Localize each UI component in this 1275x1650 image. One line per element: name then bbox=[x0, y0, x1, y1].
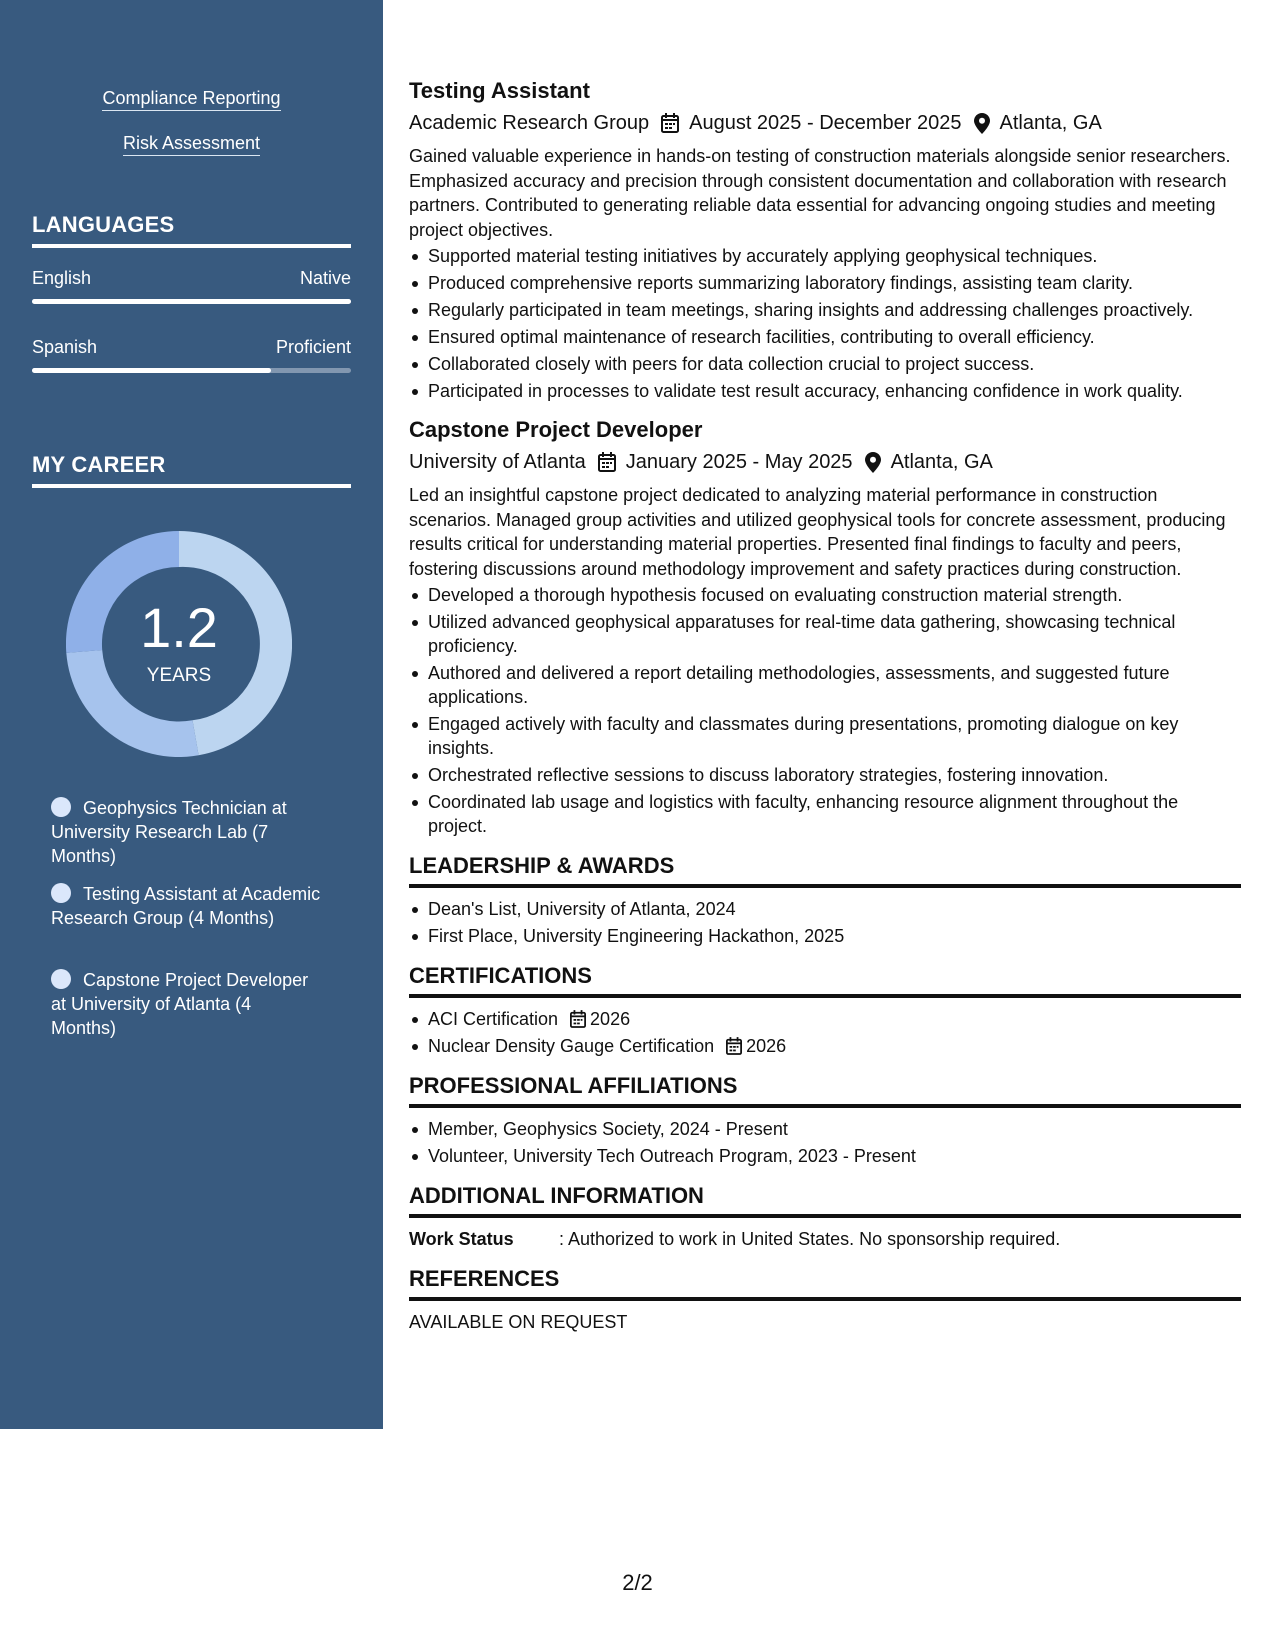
career-item bbox=[51, 882, 321, 930]
location-pin-icon bbox=[974, 113, 990, 134]
list-item: Produced comprehensive reports summarizing laboratory findings, assisting team clarity. bbox=[409, 271, 1241, 295]
job-dates: August 2025 - December 2025 bbox=[689, 112, 962, 134]
list-item: Ensured optimal maintenance of research facilities, contributing to overall efficiency. bbox=[409, 325, 1241, 349]
job-description: Led an insightful capstone project dedicated to analyzing material performance in construction scenarios. Managed group activities and utilized geophysical tools for concrete assessment, producing results critical for understanding material properties. Presented final findings to faculty and peers, fostering discussions around methodology improvement and safety practices during construction. bbox=[409, 485, 1226, 579]
calendar-icon bbox=[661, 113, 679, 133]
references-heading: REFERENCES bbox=[409, 1265, 1241, 1301]
work-status-label: Work Status bbox=[409, 1229, 514, 1249]
language-name: Spanish bbox=[32, 337, 98, 357]
career-item bbox=[51, 796, 321, 868]
list-item: Participated in processes to validate test result accuracy, enhancing confidence in work quality. bbox=[409, 379, 1241, 403]
list-item: Volunteer, University Tech Outreach Program, 2023 - Present bbox=[409, 1144, 1241, 1168]
list-item: Coordinated lab usage and logistics with faculty, enhancing resource alignment throughout the project. bbox=[409, 790, 1241, 838]
list-item: Regularly participated in team meetings, sharing insights and addressing challenges proactively. bbox=[409, 298, 1241, 322]
skill-link[interactable] bbox=[0, 133, 383, 154]
work-status-value: : Authorized to work in United States. No sponsorship required. bbox=[559, 1229, 1061, 1249]
cert-year: 2026 bbox=[590, 1009, 631, 1029]
skill-link[interactable] bbox=[0, 88, 383, 109]
language-level: Proficient bbox=[275, 337, 351, 357]
job-title: Capstone Project Developer bbox=[409, 417, 703, 442]
location-pin-icon bbox=[865, 452, 881, 473]
job-meta bbox=[409, 447, 1241, 477]
career-item-text: Geophysics Technician at University Research Lab (7 Months) bbox=[51, 798, 287, 866]
job-dates: January 2025 - May 2025 bbox=[625, 451, 853, 473]
affiliations-list bbox=[409, 1117, 1241, 1168]
job-description: Gained valuable experience in hands-on testing of construction materials alongside senior researchers. Emphasized accuracy and precision through consistent documentation and collaboration with research partners. Contributed to generating reliable data essential for advancing ongoing studies and meeting project objectives. bbox=[409, 146, 1231, 240]
skill-label[interactable]: Risk Assessment bbox=[123, 133, 260, 156]
list-item: Member, Geophysics Society, 2024 - Present bbox=[409, 1117, 1241, 1141]
career-total-years: 1.2 bbox=[140, 596, 218, 659]
affiliations-heading: PROFESSIONAL AFFILIATIONS bbox=[409, 1072, 1241, 1108]
certifications-heading: CERTIFICATIONS bbox=[409, 962, 1241, 998]
page-number: 2/2 bbox=[622, 1570, 653, 1595]
work-status-row bbox=[409, 1227, 1241, 1251]
list-item: Developed a thorough hypothesis focused on evaluating construction material strength. bbox=[409, 583, 1241, 607]
skill-label[interactable]: Compliance Reporting bbox=[102, 88, 280, 111]
job-bullets bbox=[409, 583, 1241, 838]
job-title: Testing Assistant bbox=[409, 78, 590, 103]
leadership-heading: LEADERSHIP & AWARDS bbox=[409, 852, 1241, 888]
languages-heading: LANGUAGES bbox=[32, 212, 351, 248]
job-org: Academic Research Group bbox=[409, 112, 650, 134]
language-name: English bbox=[32, 268, 92, 288]
experience-entry bbox=[409, 415, 1241, 838]
language-bar bbox=[32, 368, 351, 373]
career-heading: MY CAREER bbox=[32, 452, 351, 488]
job-location: Atlanta, GA bbox=[890, 451, 993, 473]
leadership-list bbox=[409, 897, 1241, 948]
cert-name: Nuclear Density Gauge Certification bbox=[428, 1036, 715, 1056]
career-item-text: Capstone Project Developer at University of Atlanta (4 Months) bbox=[51, 970, 309, 1038]
cert-name: ACI Certification bbox=[428, 1009, 559, 1029]
list-item: Dean's List, University of Atlanta, 2024 bbox=[409, 897, 1241, 921]
career-dot-icon bbox=[51, 883, 71, 903]
list-item: Collaborated closely with peers for data collection crucial to project success. bbox=[409, 352, 1241, 376]
list-item: Orchestrated reflective sessions to discuss laboratory strategies, fostering innovation. bbox=[409, 763, 1241, 787]
certifications-list bbox=[409, 1007, 1241, 1058]
job-bullets bbox=[409, 244, 1241, 403]
language-bar-fill bbox=[32, 368, 271, 373]
additional-heading: ADDITIONAL INFORMATION bbox=[409, 1182, 1241, 1218]
career-unit: YEARS bbox=[146, 665, 212, 686]
list-item: Engaged actively with faculty and classmates during presentations, promoting dialogue on key insights. bbox=[409, 712, 1241, 760]
references-text: AVAILABLE ON REQUEST bbox=[409, 1312, 628, 1332]
sidebar bbox=[0, 0, 383, 1429]
main-content bbox=[409, 76, 1241, 1334]
calendar-icon bbox=[598, 452, 616, 472]
language-bar-fill bbox=[32, 299, 351, 304]
calendar-icon bbox=[726, 1037, 742, 1055]
list-item bbox=[409, 1034, 1241, 1058]
list-item: Utilized advanced geophysical apparatuses for real-time data gathering, showcasing technical proficiency. bbox=[409, 610, 1241, 658]
job-org: University of Atlanta bbox=[409, 451, 586, 473]
language-level: Native bbox=[299, 268, 351, 288]
job-meta bbox=[409, 108, 1241, 138]
career-item bbox=[51, 968, 321, 1040]
cert-year: 2026 bbox=[746, 1036, 787, 1056]
career-dot-icon bbox=[51, 797, 71, 817]
career-item-text: Testing Assistant at Academic Research Group (4 Months) bbox=[51, 884, 321, 928]
job-location: Atlanta, GA bbox=[999, 112, 1102, 134]
career-dot-icon bbox=[51, 969, 71, 989]
experience-entry bbox=[409, 76, 1241, 403]
language-bar bbox=[32, 299, 351, 304]
calendar-icon bbox=[570, 1010, 586, 1028]
list-item: Supported material testing initiatives by accurately applying geophysical techniques. bbox=[409, 244, 1241, 268]
list-item: First Place, University Engineering Hackathon, 2025 bbox=[409, 924, 1241, 948]
list-item: Authored and delivered a report detailing methodologies, assessments, and suggested future applications. bbox=[409, 661, 1241, 709]
list-item bbox=[409, 1007, 1241, 1031]
